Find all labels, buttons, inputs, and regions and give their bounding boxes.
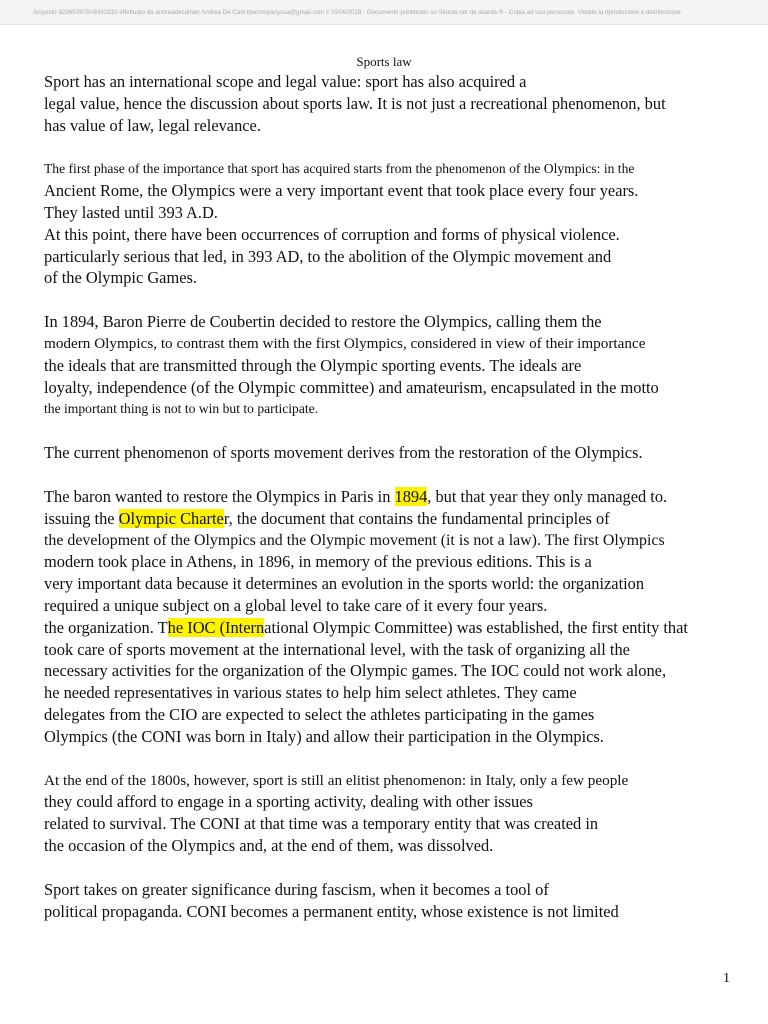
- text-line: delegates from the CIO are expected to select the athletes participating in the games: [44, 704, 595, 724]
- highlighted-text: 1894: [394, 486, 428, 506]
- text-line: political propaganda. CONI becomes a permanent entity, whose existence is not limited: [44, 901, 619, 921]
- text-line: modern took place in Athens, in 1896, in memory of the previous editions. This is a: [44, 552, 592, 572]
- highlighted-text: he IOC (Intern: [167, 617, 265, 637]
- text-line: loyalty, independence (of the Olympic committee) and amateurism, encapsulated in the motto: [44, 377, 659, 397]
- text-span: The baron wanted to restore the Olympics in Paris in: [44, 486, 395, 506]
- text-span: , but that year they only managed to.: [427, 486, 668, 506]
- text-line: The first phase of the importance that sport has acquired starts from the phenomenon of the Olympics: in the: [44, 161, 635, 177]
- text-line: related to survival. The CONI at that time was a temporary entity that was created in: [44, 814, 599, 834]
- paragraph: [44, 442, 734, 464]
- text-line: They lasted until 393 A.D.: [44, 202, 218, 222]
- text-span: r, the document that contains the fundamental principles of: [223, 508, 610, 528]
- watermark-text: Acquisto 929657875V6362810 effettuato da andreadecarlian Andrea De Carli blucompanyssa@gmail.com il 15/06/2018 - Documento pubblicato su Skuola.net da sbarda ® - Copia ad uso personale. Vietata la riproduzione e distribuzione: [33, 9, 681, 16]
- paragraph: [44, 71, 734, 136]
- text-line: required a unique subject on a global level to take care of it every four years.: [44, 595, 548, 615]
- text-line: [44, 617, 734, 639]
- text-line: The current phenomenon of sports movement derives from the restoration of the Olympics.: [44, 443, 643, 463]
- text-line: the ideals that are transmitted through the Olympic sporting events. The ideals are: [44, 355, 582, 375]
- text-line: very important data because it determines an evolution in the sports world: the organization: [44, 574, 645, 594]
- page-number: 1: [723, 971, 730, 986]
- text-line: legal value, hence the discussion about sports law. It is not just a recreational phenomenon, but: [44, 93, 666, 113]
- text-line: particularly serious that led, in 393 AD, to the abolition of the Olympic movement and: [44, 246, 612, 266]
- text-line: Sport has an international scope and legal value: sport has also acquired a: [44, 72, 527, 91]
- watermark-bar: [0, 0, 768, 25]
- text-line: Sport takes on greater significance during fascism, when it becomes a tool of: [44, 879, 549, 899]
- text-span: ational Olympic Committee) was established, the first entity that: [264, 617, 688, 637]
- text-line: they could afford to engage in a sporting activity, dealing with other issues: [44, 792, 533, 812]
- text-line: necessary activities for the organization of the Olympic games. The IOC could not work alone,: [44, 661, 667, 681]
- text-span: issuing the: [44, 508, 119, 528]
- paragraph: [44, 770, 734, 857]
- text-line: the important thing is not to win but to participate.: [44, 401, 319, 417]
- document-title: Sports law: [356, 54, 412, 69]
- text-line: At the end of the 1800s, however, sport is still an elitist phenomenon: in Italy, only a few people: [44, 771, 629, 789]
- paragraph: [44, 158, 734, 289]
- text-line: the development of the Olympics and the Olympic movement (it is not a law). The first Olympics: [44, 531, 665, 549]
- text-line: he needed representatives in various states to help him select athletes. They came: [44, 683, 577, 703]
- text-line: [44, 486, 734, 508]
- text-line: has value of law, legal relevance.: [44, 115, 261, 135]
- highlighted-text: Olympic Charte: [118, 508, 224, 528]
- text-span: the organization. T: [44, 617, 168, 637]
- text-line: the occasion of the Olympics and, at the end of them, was dissolved.: [44, 835, 494, 855]
- paragraph: [44, 486, 734, 748]
- paragraph: [44, 879, 734, 923]
- text-line: [44, 508, 734, 530]
- text-line: Olympics (the CONI was born in Italy) and allow their participation in the Olympics.: [44, 726, 604, 746]
- text-line: of the Olympic Games.: [44, 268, 197, 288]
- text-line: took care of sports movement at the international level, with the task of organizing all the: [44, 639, 630, 659]
- document-body: [44, 71, 734, 944]
- text-line: In 1894, Baron Pierre de Coubertin decided to restore the Olympics, calling them the: [44, 312, 602, 332]
- text-line: Ancient Rome, the Olympics were a very important event that took place every four years.: [44, 181, 639, 201]
- text-line: modern Olympics, to contrast them with the first Olympics, considered in view of their importance: [44, 334, 646, 352]
- text-line: At this point, there have been occurrences of corruption and forms of physical violence.: [44, 224, 620, 244]
- paragraph: [44, 311, 734, 420]
